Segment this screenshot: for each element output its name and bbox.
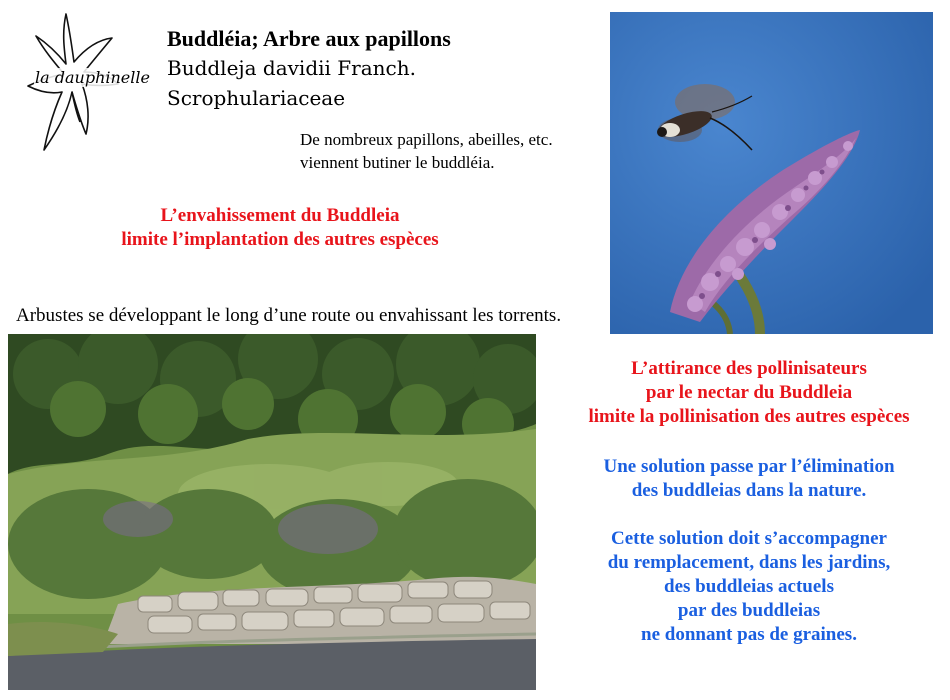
attraction-warning-line: limite la pollinisation des autres espèces: [588, 406, 910, 427]
solution-followup-text: [556, 527, 942, 647]
hillside-buddleia-photo: [8, 334, 536, 690]
attraction-warning: [556, 357, 942, 429]
attraction-warning-line: L’attirance des pollinisateurs: [631, 358, 867, 379]
logo-text: la dauphinelle: [35, 68, 150, 87]
solution-followup-line: ne donnant pas de graines.: [641, 624, 857, 645]
attraction-warning-line: par le nectar du Buddleia: [645, 382, 853, 403]
solution-followup-line: Cette solution doit s’accompagner: [611, 528, 887, 549]
family-name: Scrophulariaceae: [167, 86, 346, 110]
solution-followup-line: du remplacement, dans les jardins,: [607, 552, 891, 573]
logo: [14, 10, 154, 155]
moth-flower-photo: [610, 12, 933, 334]
pollinator-note-line: De nombreux papillons, abeilles, etc.: [300, 130, 553, 149]
invasion-warning: [100, 204, 460, 252]
pollinator-note: [300, 128, 553, 174]
shrubs-caption: Arbustes se développant le long d’une route ou envahissant les torrents.: [16, 305, 562, 326]
pollinator-note-line: viennent butiner le buddléia.: [300, 153, 495, 172]
solution-line: des buddleias dans la nature.: [631, 480, 867, 501]
solution-text: [556, 455, 942, 503]
solution-followup-line: des buddleias actuels: [664, 576, 834, 597]
scientific-name: Buddleja davidii Franch.: [167, 56, 416, 80]
invasion-warning-line: L’envahissement du Buddleia: [160, 205, 400, 226]
invasion-warning-line: limite l’implantation des autres espèces: [121, 229, 439, 250]
solution-followup-line: par des buddleias: [677, 600, 821, 621]
common-name-title: Buddléia; Arbre aux papillons: [167, 26, 451, 51]
solution-line: Une solution passe par l’élimination: [603, 456, 895, 477]
